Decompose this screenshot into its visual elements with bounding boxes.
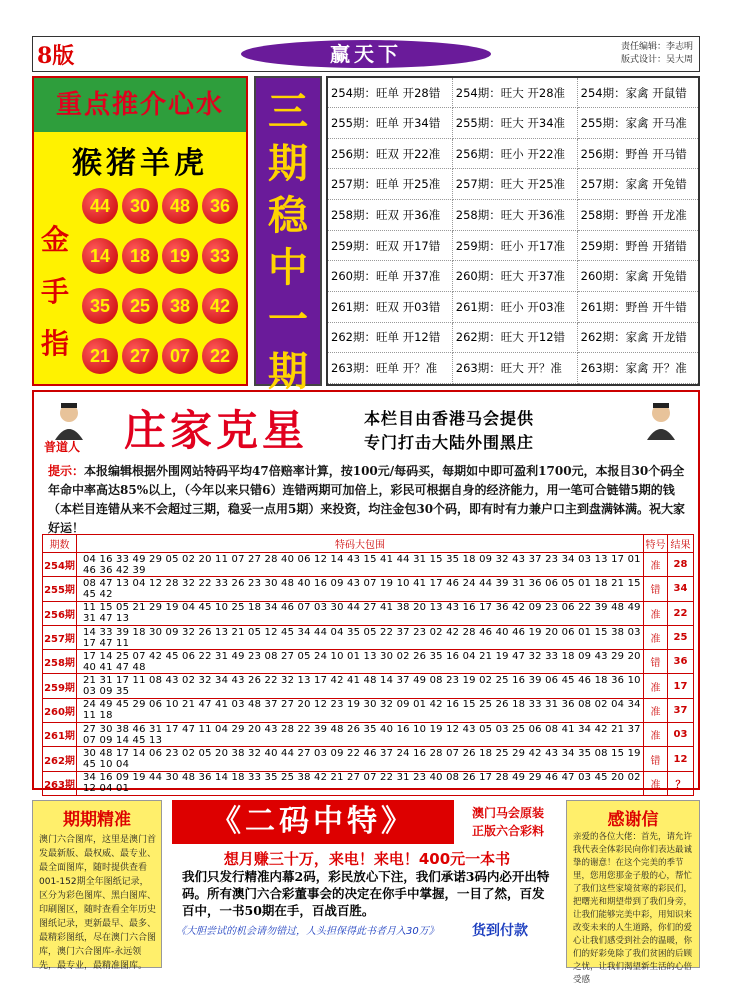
table-row	[43, 577, 694, 601]
editor-credit: 责任编辑：李志明	[620, 42, 693, 52]
period-cell: 257期：旺单 开25准	[328, 169, 452, 200]
cell-s: 错	[644, 747, 668, 771]
number-ball: 48	[162, 188, 198, 224]
cell-q: 260期	[43, 698, 77, 722]
table-row	[43, 674, 694, 698]
cell-r: 22	[668, 601, 694, 625]
number-ball: 36	[202, 188, 238, 224]
masthead-title: 赢天下	[241, 40, 491, 68]
table-row	[43, 625, 694, 649]
number-ball: 07	[162, 338, 198, 374]
period-cell: 261期：野兽 开牛错	[577, 291, 698, 322]
cell-s: 错	[644, 650, 668, 674]
banker-killer-section	[32, 390, 700, 795]
page-number: 8版	[37, 43, 75, 69]
recommend-title: 重点推介心水	[34, 78, 246, 132]
period-cell: 258期：旺双 开36准	[328, 200, 452, 231]
cash-on-delivery: 货到付款	[472, 923, 528, 939]
number-ball: 14	[82, 238, 118, 274]
table-row	[43, 553, 694, 577]
number-ball: 44	[82, 188, 118, 224]
period-cell: 258期：野兽 开龙准	[577, 200, 698, 231]
period-cell: 258期：旺大 开36准	[452, 200, 577, 231]
section-subtitle-1: 本栏目由香港马会提供	[364, 409, 535, 428]
thank-letter-text: 亲爱的各位大佬：首先，请允许我代表全体彩民向你们表达最诚挚的谢意！在这个完美的季节里，您用您那金子般的心，帮忙了我们这些家境贫寒的彩民们，把曙光和期望带到了我们身旁，让我们能够完美中彩，用知识来改变未来的人生道路，你们的爱心让我们感受到社会的温暖，你们的好彩免除了我们贫困的后顾之忧，让我们渴望新生活的心倍受感	[573, 832, 693, 985]
cell-q: 263期	[43, 771, 77, 795]
three-period-strip	[254, 76, 322, 395]
period-cell: 259期：旺小 开17准	[452, 230, 577, 261]
number-ball: 35	[82, 288, 118, 324]
cell-n: 34 16 09 19 44 30 48 36 14 18 33 35 25 38 42 21 27 07 22 31 23 40 08 26 17 28 49 29 46 47 03 45 20 02 12 04 01	[77, 771, 644, 795]
number-ball: 22	[202, 338, 238, 374]
table-row	[43, 650, 694, 674]
period-cell: 254期：家禽 开鼠错	[577, 78, 698, 108]
period-cell: 259期：野兽 开猪错	[577, 230, 698, 261]
number-ball: 42	[202, 288, 238, 324]
section-title: 庄家克星	[124, 406, 309, 455]
col-numbers: 特码大包围	[77, 535, 644, 553]
center-ad-text: 我们只发行精准内幕2码，彩民放心下注，我们承诺3码内必开出特码。所有澳门六合彩董事会的决定在你手中掌握，一目了然，百发百中，一书50期在手，百战百胜。	[182, 869, 550, 918]
cell-r: 34	[668, 577, 694, 601]
cell-q: 261期	[43, 723, 77, 747]
two-code-title: 《二码中特》	[172, 800, 454, 844]
cell-r: ？	[668, 771, 694, 795]
tip-text: 提示：本报编辑根据外围网站特码平均47倍赔率计算，按100元/每码买，每期如中即可盈利1700元，本报目30个码全年命中率高达85%以上，（今年以来只错6）连错两期可加倍上，彩民可根据自身的经济能力，用一笔可合链错5期的钱（本栏目连错从来不会超过三期，稳妥一点用5期）来投资，均注金包30个码，即有时有力兼户口主到盘满钵满。祝大家好运！	[48, 464, 686, 535]
center-ad	[172, 800, 562, 968]
table-row	[43, 723, 694, 747]
cell-r: 12	[668, 747, 694, 771]
cell-q: 254期	[43, 553, 77, 577]
author-name: 普道人	[44, 440, 81, 454]
period-cell: 260期：旺单 开37准	[328, 261, 452, 292]
cell-n: 24 49 45 29 06 10 21 47 41 03 48 37 27 20 12 23 19 30 32 09 01 42 16 15 25 26 18 33 31 36 08 02 04 34 11 18	[77, 698, 644, 722]
left-ad	[32, 800, 162, 971]
period-cell: 263期：旺单 开？准	[328, 353, 452, 384]
period-cell: 254期：旺大 开28准	[452, 78, 577, 108]
period-cell: 263期：旺大 开？准	[452, 353, 577, 384]
center-ad-side: 澳门马会原装 正版六合彩料	[471, 806, 544, 838]
period-cell: 255期：旺单 开34错	[328, 108, 452, 139]
table-row	[43, 747, 694, 771]
avatar-right	[644, 400, 678, 440]
strip-text: 三 期 稳 中 一 期	[268, 88, 308, 395]
center-ad-slogan: 想月赚三十万，来电！来电！400元一本书	[223, 850, 511, 868]
thank-letter-title: 感谢信	[607, 810, 659, 830]
cell-s: 准	[644, 553, 668, 577]
number-ball: 30	[122, 188, 158, 224]
cell-r: 03	[668, 723, 694, 747]
period-cell: 262期：旺大 开12错	[452, 322, 577, 353]
period-cell: 257期：家禽 开兔错	[577, 169, 698, 200]
period-cell: 257期：旺大 开25准	[452, 169, 577, 200]
cell-n: 11 15 05 21 29 19 04 45 10 25 18 34 46 07 03 30 44 27 41 38 20 13 43 16 17 36 42 09 23 06 22 39 48 49 31 47 13	[77, 601, 644, 625]
period-cell: 261期：旺双 开03错	[328, 291, 452, 322]
period-cell: 256期：旺小 开22准	[452, 138, 577, 169]
cell-r: 36	[668, 650, 694, 674]
table-row	[43, 698, 694, 722]
recommend-box	[32, 76, 248, 386]
col-period: 期数	[43, 535, 77, 553]
cell-q: 258期	[43, 650, 77, 674]
cell-n: 17 14 25 07 42 45 06 22 31 49 23 08 27 05 24 10 01 13 30 02 26 35 16 04 21 19 47 32 33 18 09 43 29 20 40 41 47 48	[77, 650, 644, 674]
bottom-section	[32, 800, 700, 985]
period-cell: 255期：旺大 开34准	[452, 108, 577, 139]
period-cell: 263期：家禽 开？准	[577, 353, 698, 384]
cell-s: 准	[644, 674, 668, 698]
period-cell: 261期：旺小 开03准	[452, 291, 577, 322]
cell-r: 17	[668, 674, 694, 698]
cell-s: 准	[644, 601, 668, 625]
cell-s: 准	[644, 723, 668, 747]
cell-q: 255期	[43, 577, 77, 601]
cell-n: 21 31 17 11 08 43 02 32 34 43 26 22 32 13 17 42 41 48 14 37 49 08 23 19 02 25 16 39 06 45 46 18 36 10 03 09 35	[77, 674, 644, 698]
cell-n: 14 33 39 18 30 09 32 26 13 21 05 12 45 34 44 04 35 05 22 37 23 02 42 28 46 40 46 19 20 06 01 15 38 03 17 47 11	[77, 625, 644, 649]
number-ball: 19	[162, 238, 198, 274]
period-cell: 259期：旺双 开17错	[328, 230, 452, 261]
page-header	[32, 36, 700, 72]
cell-r: 28	[668, 553, 694, 577]
avatar-left	[52, 400, 86, 440]
cell-q: 257期	[43, 625, 77, 649]
gold-finger-label: 金 手 指	[40, 223, 69, 360]
left-ad-text: 澳门六合图库，这里是澳门首发最新版、最权威、最专业、最全面图库，随时提供查看001-152期全年图纸记录，区分为彩色图库、黑白图库、印刷图区，随时查看全年历史图纸记录，更新最早、最多、最精彩图纸，尽在澳门六合图库，澳门六合图库-永远领先，最专业，最精准图库。	[39, 835, 157, 971]
cell-s: 错	[644, 577, 668, 601]
col-special: 特号	[644, 535, 668, 553]
period-cell: 262期：旺单 开12错	[328, 322, 452, 353]
period-cell: 254期：旺单 开28错	[328, 78, 452, 108]
cell-s: 准	[644, 698, 668, 722]
center-ad-footnote: 《大胆尝试的机会请勿错过，人头担保得此书者月入30万》	[176, 926, 439, 937]
left-ad-title: 期期精准	[63, 810, 131, 830]
cell-q: 259期	[43, 674, 77, 698]
col-result: 结果	[668, 535, 694, 553]
period-cell: 262期：家禽 开龙错	[577, 322, 698, 353]
cell-n: 27 30 38 46 31 17 47 11 04 29 20 43 28 22 39 48 26 35 40 16 10 19 12 43 05 03 25 06 08 41 34 42 21 37 07 09 14 45 13	[77, 723, 644, 747]
number-ball: 38	[162, 288, 198, 324]
period-cell: 260期：家禽 开兔错	[577, 261, 698, 292]
cell-r: 37	[668, 698, 694, 722]
period-results-table	[326, 76, 700, 386]
zodiac-list: 猴猪羊虎	[72, 146, 208, 181]
table-row	[43, 601, 694, 625]
cell-n: 30 48 17 14 06 23 02 05 20 38 32 40 44 27 03 09 22 46 37 24 16 28 07 26 18 25 29 42 43 34 35 08 15 19 45 10 04	[77, 747, 644, 771]
number-ball: 21	[82, 338, 118, 374]
period-cell: 256期：野兽 开马错	[577, 138, 698, 169]
designer-credit: 版式设计：吴大周	[620, 55, 693, 65]
cell-q: 262期	[43, 747, 77, 771]
thank-letter	[566, 800, 700, 985]
number-ball: 33	[202, 238, 238, 274]
cell-n: 04 16 33 49 29 05 02 20 11 07 27 28 40 06 12 14 43 15 41 44 31 15 35 18 09 32 43 37 23 34 03 13 17 01 46 36 42 39	[77, 553, 644, 577]
cell-q: 256期	[43, 601, 77, 625]
credits	[621, 41, 693, 67]
cell-s: 准	[644, 625, 668, 649]
cell-n: 08 47 13 04 12 28 32 22 33 26 23 30 48 40 16 09 43 07 19 10 41 17 46 24 44 39 31 36 06 05 01 18 21 15 45 42	[77, 577, 644, 601]
number-ball: 18	[122, 238, 158, 274]
number-ball: 27	[122, 338, 158, 374]
section-subtitle-2: 专门打击大陆外围黑庄	[364, 433, 535, 452]
number-ball: 25	[122, 288, 158, 324]
period-cell: 255期：家禽 开马准	[577, 108, 698, 139]
cell-r: 25	[668, 625, 694, 649]
period-cell: 256期：旺双 开22准	[328, 138, 452, 169]
cell-s: 准	[644, 771, 668, 795]
period-cell: 260期：旺大 开37准	[452, 261, 577, 292]
table-row	[43, 771, 694, 795]
big-number-table	[42, 534, 694, 796]
